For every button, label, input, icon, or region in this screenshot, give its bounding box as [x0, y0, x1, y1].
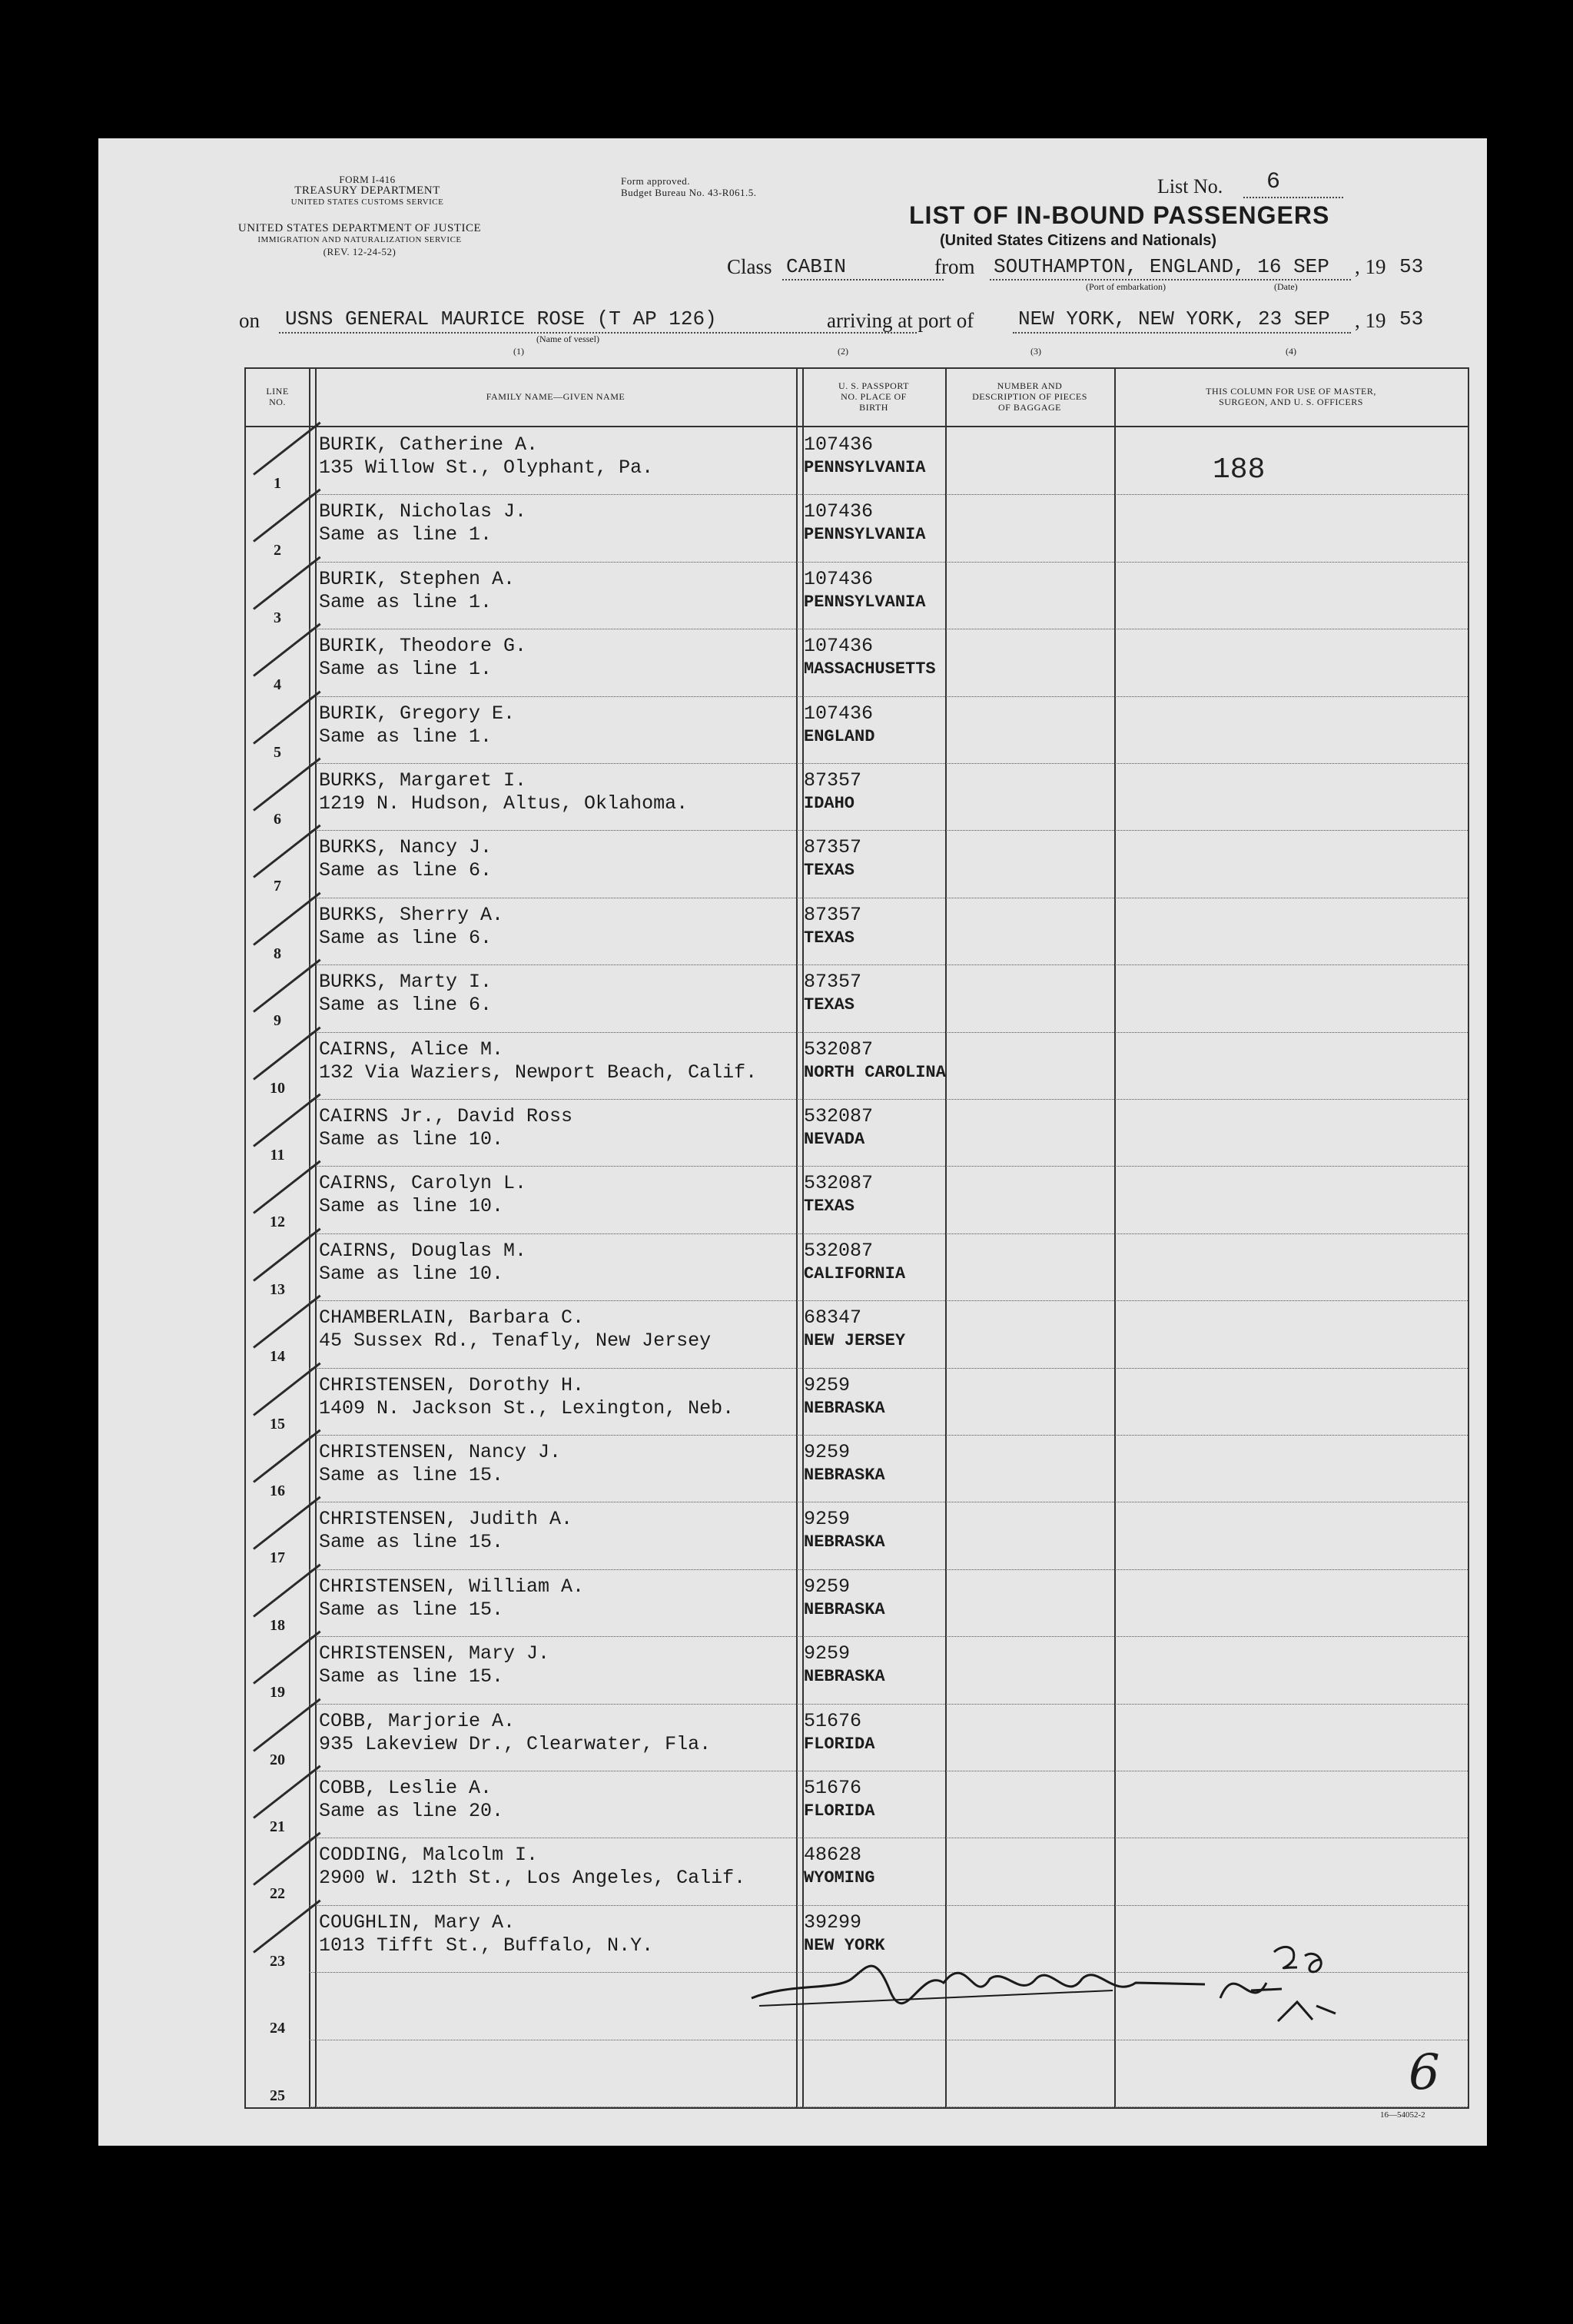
line-number: 2: [274, 542, 281, 559]
passenger-address: Same as line 1.: [319, 590, 493, 613]
passenger-address: Same as line 6.: [319, 859, 493, 882]
line-number: 23: [270, 1952, 285, 1970]
passport-number: 9259: [804, 1575, 851, 1598]
passport-number: 107436: [804, 635, 874, 658]
officer-note: 188: [1213, 453, 1266, 486]
passenger-address: Same as line 6.: [319, 994, 493, 1017]
bureau-line: Budget Bureau No. 43-R061.5.: [621, 187, 757, 198]
from-value: SOUTHAMPTON, ENGLAND, 16 SEP: [994, 255, 1329, 278]
place-of-birth: FLORIDA: [804, 1734, 875, 1754]
passport-number: 9259: [804, 1441, 851, 1463]
line-number: 12: [270, 1213, 285, 1231]
passenger-address: Same as line 10.: [319, 1262, 504, 1285]
checkmark-icon: [253, 825, 321, 878]
checkmark-icon: [253, 623, 321, 677]
on-label: on: [239, 309, 260, 332]
line-number: 21: [270, 1818, 285, 1835]
line-number: 20: [270, 1751, 285, 1768]
passenger-address: Same as line 10.: [319, 1195, 504, 1218]
passenger-name: CODDING, Malcolm I.: [319, 1844, 539, 1867]
passenger-name: CAIRNS, Carolyn L.: [319, 1172, 527, 1195]
approval-line: Form approved.: [621, 175, 691, 187]
passport-number: 48628: [804, 1844, 862, 1867]
line-number: 7: [274, 878, 281, 895]
table-row: [246, 629, 1468, 696]
line-number: 4: [274, 676, 281, 694]
passenger-name: COBB, Leslie A.: [319, 1777, 493, 1799]
checkmark-icon: [253, 1362, 321, 1416]
passenger-address: 1219 N. Hudson, Altus, Oklahoma.: [319, 792, 689, 815]
class-label: Class: [727, 255, 772, 278]
line-number: 24: [270, 2020, 285, 2037]
table-row: [246, 1704, 1468, 1771]
vessel-caption: (Name of vessel): [536, 334, 599, 344]
table-row: [246, 1300, 1468, 1368]
passenger-address: Same as line 10.: [319, 1128, 504, 1150]
class-value: CABIN: [786, 255, 847, 278]
passenger-name: BURIK, Gregory E.: [319, 702, 516, 725]
line-number: 25: [270, 2087, 285, 2104]
passenger-address: Same as line 6.: [319, 926, 493, 949]
table-row: [246, 1032, 1468, 1100]
dept-block: [233, 223, 486, 257]
passenger-name: BURKS, Nancy J.: [319, 836, 493, 859]
manifest-sheet: [98, 138, 1487, 2146]
passenger-address: 45 Sussex Rd., Tenafly, New Jersey: [319, 1330, 712, 1353]
passenger-address: 135 Willow St., Olyphant, Pa.: [319, 456, 654, 479]
passenger-address: Same as line 15.: [319, 1598, 504, 1621]
line-number: 1: [274, 475, 281, 492]
place-of-birth: ENGLAND: [804, 726, 875, 746]
table-row: [246, 1233, 1468, 1301]
line-number: 19: [270, 1684, 285, 1702]
table-row: [246, 1771, 1468, 1838]
passenger-name: COUGHLIN, Mary A.: [319, 1911, 516, 1934]
passenger-name: BURKS, Marty I.: [319, 971, 493, 994]
arrival-value: NEW YORK, NEW YORK, 23 SEP: [1018, 307, 1330, 330]
passenger-address: Same as line 1.: [319, 725, 493, 748]
checkmark-icon: [253, 1160, 321, 1214]
from-label: from: [934, 255, 975, 278]
line-number: 22: [270, 1885, 285, 1903]
place-of-birth: MASSACHUSETTS: [804, 659, 936, 679]
passenger-name: CHAMBERLAIN, Barbara C.: [319, 1306, 585, 1330]
checkmark-icon: [253, 690, 321, 744]
checkmark-icon: [253, 1496, 321, 1550]
line-number: 9: [274, 1012, 281, 1030]
place-of-birth: NEBRASKA: [804, 1466, 885, 1485]
table-row: [246, 1502, 1468, 1569]
passenger-address: 1013 Tifft St., Buffalo, N.Y.: [319, 1934, 654, 1957]
arrival-year-prefix: , 19: [1355, 309, 1386, 332]
passenger-name: BURIK, Nicholas J.: [319, 500, 527, 523]
list-no-label: List No.: [1157, 175, 1223, 198]
checkmark-icon: [253, 422, 321, 476]
passport-number: 87357: [804, 903, 862, 926]
table-row: [246, 964, 1468, 1032]
place-of-birth: CALIFORNIA: [804, 1263, 906, 1283]
checkmark-icon: [253, 489, 321, 543]
officer-signature: [744, 1937, 1359, 2037]
passenger-address: 2900 W. 12th St., Los Angeles, Calif.: [319, 1867, 746, 1890]
line-number: 16: [270, 1482, 285, 1499]
checkmark-icon: [253, 1631, 321, 1685]
list-no-value: 6: [1266, 169, 1281, 195]
col-num-2: (2): [838, 346, 848, 357]
col-head-line: LINE NO.: [266, 386, 289, 407]
passport-number: 107436: [804, 567, 874, 590]
table-row: [246, 427, 1468, 495]
passport-number: 532087: [804, 1038, 874, 1061]
list-no-underline: [1243, 197, 1343, 198]
vessel-value: USNS GENERAL MAURICE ROSE (T AP 126): [285, 307, 717, 330]
col-head-passport: U. S. PASSPORT NO. PLACE OF BIRTH: [838, 380, 909, 413]
passport-number: 51676: [804, 1777, 862, 1799]
table-row: [246, 1636, 1468, 1704]
passport-number: 9259: [804, 1508, 851, 1531]
checkmark-icon: [253, 1899, 321, 1953]
place-of-birth: NEW YORK: [804, 1935, 885, 1955]
port-caption: (Port of embarkation): [1086, 281, 1166, 292]
passenger-address: 132 Via Waziers, Newport Beach, Calif.: [319, 1061, 758, 1084]
place-of-birth: TEXAS: [804, 995, 855, 1015]
col-head-officers: THIS COLUMN FOR USE OF MASTER, SURGEON, AND U. S. OFFICERS: [1206, 386, 1376, 407]
passenger-table: [244, 367, 1469, 2109]
passport-number: 107436: [804, 500, 874, 523]
checkmark-icon: [253, 1765, 321, 1819]
col-num-3: (3): [1030, 346, 1041, 357]
treasury-dept: TREASURY DEPARTMENT: [294, 184, 440, 197]
passport-number: 107436: [804, 433, 874, 456]
passenger-name: CHRISTENSEN, William A.: [319, 1575, 585, 1598]
table-row: [246, 1838, 1468, 1905]
checkmark-icon: [253, 1832, 321, 1886]
passport-number: 9259: [804, 1642, 851, 1665]
place-of-birth: TEXAS: [804, 928, 855, 948]
passenger-name: BURIK, Catherine A.: [319, 433, 539, 456]
place-of-birth: NEBRASKA: [804, 1599, 885, 1619]
ins-service: IMMIGRATION AND NATURALIZATION SERVICE: [257, 235, 462, 244]
passenger-name: CHRISTENSEN, Mary J.: [319, 1642, 550, 1665]
passenger-name: BURKS, Sherry A.: [319, 903, 504, 926]
place-of-birth: PENNSYLVANIA: [804, 525, 926, 545]
passenger-name: CAIRNS, Alice M.: [319, 1038, 504, 1061]
checkmark-icon: [253, 1295, 321, 1349]
passenger-name: BURIK, Stephen A.: [319, 567, 516, 590]
passport-number: 87357: [804, 971, 862, 994]
table-row: [246, 1435, 1468, 1502]
table-row: [246, 1368, 1468, 1436]
from-year-prefix: , 19: [1355, 255, 1386, 278]
passport-number: 532087: [804, 1239, 874, 1262]
form-title: LIST OF IN-BOUND PASSENGERS: [909, 201, 1330, 229]
footer-code: 16—54052-2: [1380, 2110, 1425, 2120]
passenger-name: CHRISTENSEN, Dorothy H.: [319, 1373, 585, 1396]
table-row: [246, 494, 1468, 562]
checkmark-icon: [253, 891, 321, 945]
col-head-name: FAMILY NAME—GIVEN NAME: [486, 391, 626, 402]
passenger-name: CAIRNS, Douglas M.: [319, 1239, 527, 1262]
form-id-block: [290, 174, 444, 208]
place-of-birth: FLORIDA: [804, 1801, 875, 1821]
table-row: [246, 763, 1468, 831]
passenger-address: 1409 N. Jackson St., Lexington, Neb.: [319, 1396, 735, 1419]
line-number: 10: [270, 1079, 285, 1097]
line-number: 18: [270, 1616, 285, 1634]
passenger-address: Same as line 15.: [319, 1531, 504, 1554]
passenger-address: Same as line 15.: [319, 1464, 504, 1486]
passenger-address: 935 Lakeview Dr., Clearwater, Fla.: [319, 1732, 712, 1755]
arriving-label: arriving at port of: [827, 309, 974, 332]
checkmark-icon: [253, 1429, 321, 1483]
from-year: 53: [1399, 255, 1424, 278]
justice-dept: UNITED STATES DEPARTMENT OF JUSTICE: [237, 222, 482, 234]
col-num-1: (1): [513, 346, 524, 357]
passenger-name: BURIK, Theodore G.: [319, 635, 527, 658]
place-of-birth: IDAHO: [804, 794, 855, 813]
place-of-birth: TEXAS: [804, 861, 855, 881]
checkmark-icon: [253, 1026, 321, 1080]
passport-number: 87357: [804, 769, 862, 792]
line-number: 3: [274, 609, 281, 626]
table-row: [246, 1099, 1468, 1167]
checkmark-icon: [253, 1698, 321, 1751]
checkmark-icon: [253, 1094, 321, 1147]
line-number: 15: [270, 1415, 285, 1433]
form-subtitle: (United States Citizens and Nationals): [940, 232, 1217, 249]
table-row: [246, 898, 1468, 965]
passenger-address: Same as line 20.: [319, 1800, 504, 1822]
passport-number: 532087: [804, 1172, 874, 1195]
line-number: 6: [274, 811, 281, 828]
place-of-birth: PENNSYLVANIA: [804, 592, 926, 612]
place-of-birth: NEBRASKA: [804, 1667, 885, 1687]
line-number: 14: [270, 1348, 285, 1366]
passenger-address: Same as line 1.: [319, 658, 493, 681]
line-number: 11: [270, 1147, 285, 1164]
col-num-4: (4): [1286, 346, 1296, 357]
line-number: 5: [274, 743, 281, 761]
col-head-baggage: NUMBER AND DESCRIPTION OF PIECES OF BAGGAGE: [972, 380, 1087, 413]
checkmark-icon: [253, 1227, 321, 1281]
place-of-birth: NEBRASKA: [804, 1532, 885, 1552]
passport-number: 532087: [804, 1105, 874, 1127]
passenger-name: CAIRNS Jr., David Ross: [319, 1105, 573, 1127]
arrival-year: 53: [1399, 307, 1424, 330]
checkmark-icon: [253, 959, 321, 1013]
customs-service: UNITED STATES CUSTOMS SERVICE: [290, 198, 444, 207]
table-row: [246, 1569, 1468, 1637]
revision: (REV. 12-24-52): [323, 246, 397, 257]
passport-number: 39299: [804, 1911, 862, 1934]
table-row: [246, 2040, 1468, 2107]
checkmark-icon: [253, 556, 321, 609]
table-row: [246, 830, 1468, 898]
passenger-address: Same as line 1.: [319, 523, 493, 546]
passport-number: 68347: [804, 1306, 862, 1330]
checkmark-icon: [253, 758, 321, 812]
place-of-birth: NORTH CAROLINA: [804, 1062, 946, 1082]
passenger-name: CHRISTENSEN, Judith A.: [319, 1508, 573, 1531]
checkmark-icon: [253, 1563, 321, 1617]
passport-number: 107436: [804, 702, 874, 725]
date-caption: (Date): [1274, 281, 1298, 292]
place-of-birth: PENNSYLVANIA: [804, 458, 926, 477]
approval-block: [621, 175, 805, 198]
from-underline: [990, 279, 1351, 281]
place-of-birth: NEW JERSEY: [804, 1331, 906, 1351]
passport-number: 9259: [804, 1373, 851, 1396]
place-of-birth: WYOMING: [804, 1868, 875, 1888]
table-row: [246, 696, 1468, 764]
passenger-name: BURKS, Margaret I.: [319, 769, 527, 792]
line-number: 8: [274, 945, 281, 962]
corner-mark: 6: [1409, 2044, 1440, 2101]
class-underline: [782, 279, 944, 281]
place-of-birth: TEXAS: [804, 1197, 855, 1217]
form-number: FORM I-416: [339, 174, 396, 185]
place-of-birth: NEVADA: [804, 1130, 865, 1149]
table-row: [246, 1166, 1468, 1233]
place-of-birth: NEBRASKA: [804, 1398, 885, 1418]
passenger-name: COBB, Marjorie A.: [319, 1709, 516, 1732]
passport-number: 87357: [804, 836, 862, 859]
passenger-name: CHRISTENSEN, Nancy J.: [319, 1441, 562, 1463]
arrival-underline: [1013, 332, 1351, 334]
table-row: [246, 562, 1468, 629]
passport-number: 51676: [804, 1709, 862, 1732]
passenger-address: Same as line 15.: [319, 1665, 504, 1688]
line-number: 17: [270, 1549, 285, 1567]
line-number: 13: [270, 1280, 285, 1298]
